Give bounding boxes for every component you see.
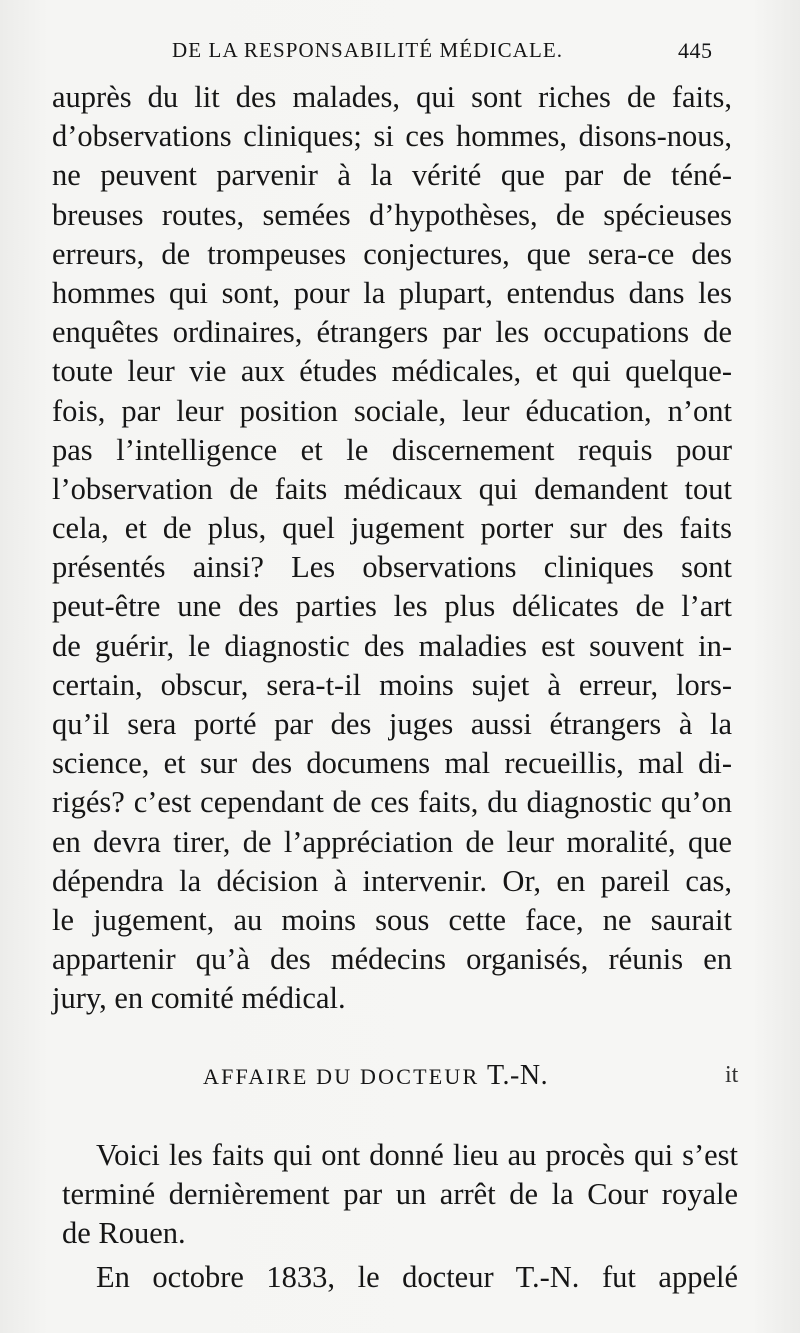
text-line: ne peuvent parvenir à la vérité que par de téné-: [52, 158, 732, 193]
text-line: fois, par leur position sociale, leur éducation, n’ont: [52, 393, 732, 428]
text-line: rigés? c’est cependant de ces faits, du diagnostic qu’on: [52, 785, 732, 820]
running-head: [0, 38, 800, 72]
text-line: jury, en comité médical.: [52, 981, 346, 1016]
section-title: [203, 1060, 548, 1092]
text-line: enquêtes ordinaires, étrangers par les occupations de: [52, 315, 732, 350]
text-line: terminé dernièrement par un arrêt de la Cour royale: [62, 1177, 738, 1212]
section-title-name: T.-N.: [487, 1060, 549, 1091]
text-line: appartenir qu’à des médecins organisés, réunis en: [52, 942, 732, 977]
text-line: Voici les faits qui ont donné lieu au procès qui s’est: [96, 1138, 738, 1172]
paragraph-octobre: [62, 1258, 738, 1297]
text-line: peut-être une des parties les plus délicates de l’art: [52, 589, 732, 624]
text-line: d’observations cliniques; si ces hommes, disons-nous,: [52, 119, 732, 154]
section-heading: [0, 1060, 800, 1096]
page-number: 445: [678, 38, 713, 63]
text-line: présentés ainsi? Les observations cliniques sont: [52, 550, 732, 585]
text-line: de Rouen.: [62, 1216, 186, 1251]
text-line: dépendra la décision à intervenir. Or, en pareil cas,: [52, 863, 732, 898]
text-line: en devra tirer, de l’appréciation de leur moralité, que: [52, 824, 732, 859]
text-line: erreurs, de trompeuses conjectures, que sera-ce des: [52, 236, 732, 271]
text-line: le jugement, au moins sous cette face, ne saurait: [52, 902, 732, 937]
text-line: auprès du lit des malades, qui sont riches de faits,: [52, 80, 732, 114]
text-line: de guérir, le diagnostic des maladies est souvent in-: [52, 628, 732, 663]
text-line: En octobre 1833, le docteur T.-N. fut appelé: [96, 1260, 738, 1294]
text-line: breuses routes, semées d’hypothèses, de spécieuses: [52, 197, 732, 232]
section-title-prefix: AFFAIRE DU DOCTEUR: [203, 1064, 488, 1089]
paragraph-continued: [52, 78, 732, 1019]
text-line: cela, et de plus, quel jugement porter sur des faits: [52, 511, 732, 546]
text-line: hommes qui sont, pour la plupart, entendus dans les: [52, 275, 732, 310]
running-title: DE LA RESPONSABILITÉ MÉDICALE.: [172, 38, 564, 62]
text-line: l’observation de faits médicaux qui demandent tout: [52, 471, 732, 506]
text-line: toute leur vie aux études médicales, et qui quelque-: [52, 354, 732, 389]
text-line: pas l’intelligence et le discernement requis pour: [52, 432, 732, 467]
text-line: science, et sur des documens mal recueillis, mal di-: [52, 746, 732, 781]
text-line: qu’il sera porté par des juges aussi étrangers à la: [52, 707, 732, 741]
text-line: certain, obscur, sera-t-il moins sujet à erreur, lors-: [52, 667, 732, 702]
margin-note: it: [725, 1062, 739, 1088]
paragraph-voici: [62, 1136, 738, 1254]
